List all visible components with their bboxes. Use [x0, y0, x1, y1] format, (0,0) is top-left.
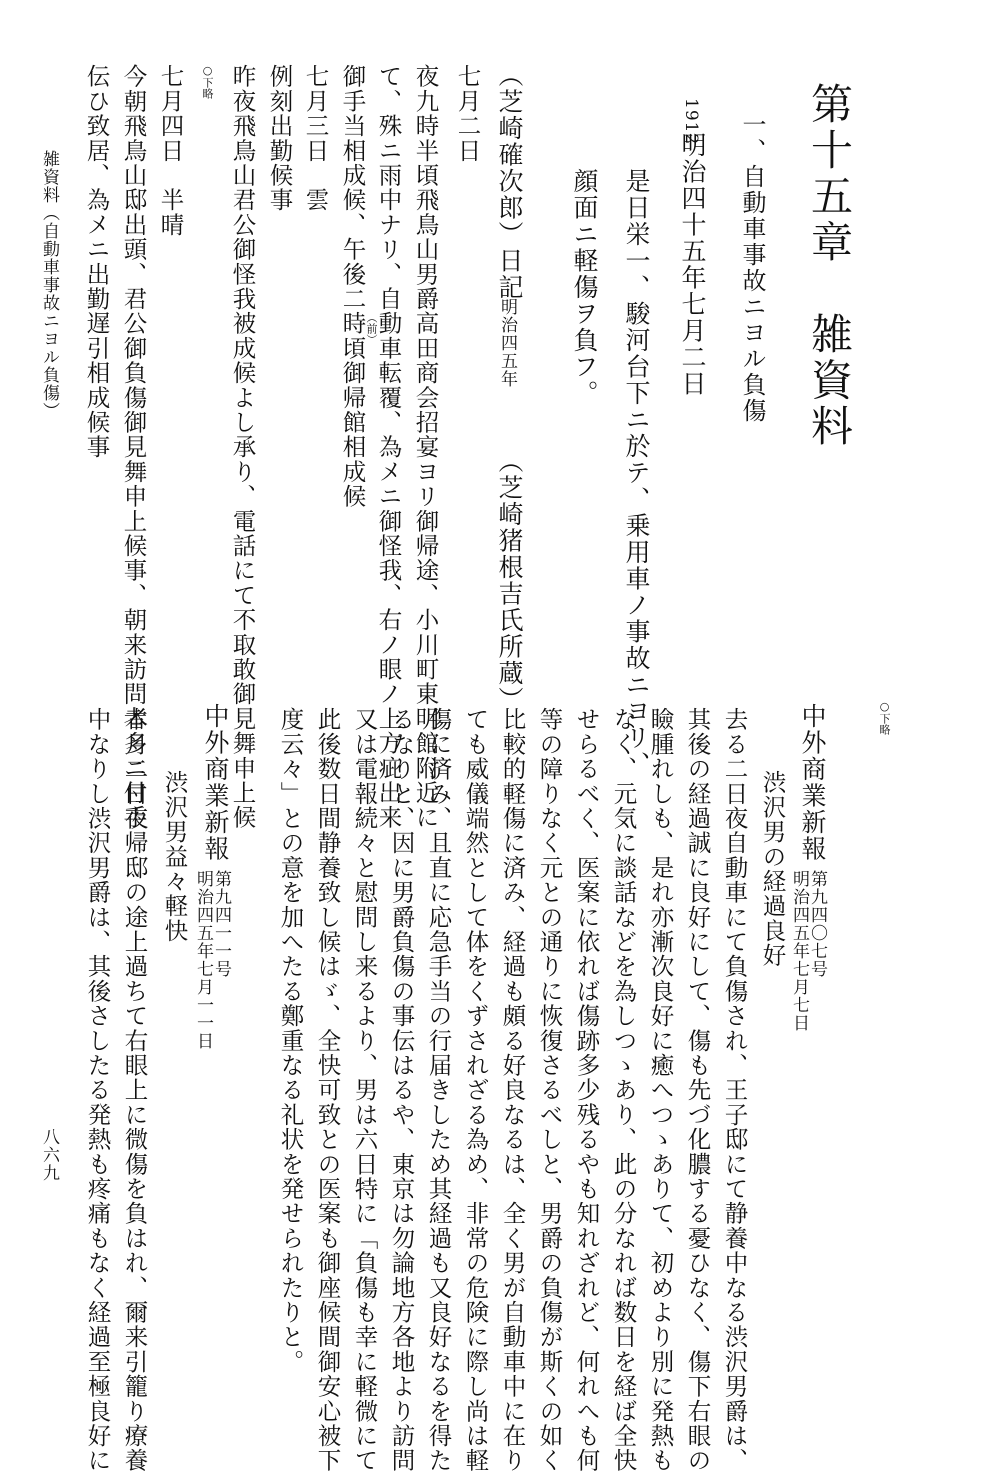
top-ellipsis: ○下略	[878, 700, 891, 735]
chapter-title: 第十五章 雑資料	[805, 82, 854, 450]
correction-mark: （前）	[365, 312, 378, 345]
article1-line: せらるべく、医案に依れば傷跡多少残るやも知れざれど、何れへも何	[572, 707, 601, 1473]
diary-line: 例刻出勤候事	[265, 64, 294, 213]
article2-date: 明治四五年七月一一日	[193, 870, 213, 1050]
article1-line: 傷に済み、且直に応急手当の行届きしため其経過も又良好なるを得た	[424, 707, 453, 1473]
diary-line: 昨夜飛鳥山君公御怪我被成候よし承り、電話にて不取敢御見舞申上候	[228, 64, 257, 830]
section-year: 1912	[681, 98, 701, 146]
article1-line: 又は電報続々と慰問し来るより、男は六日特に「負傷も幸に軽微にて	[350, 707, 379, 1473]
article1-line: 比較的軽傷に済み、経過も頗る好良なるは、全く男が自動車中に在り	[498, 707, 527, 1473]
diary-collection: （芝崎猪根吉氏所蔵）	[495, 448, 524, 713]
diary-line: 七月四日 半晴	[156, 64, 185, 237]
article1-line: 此後数日間静養致し候はゞ、全快可致との医案も御座候間御安心被下	[313, 707, 342, 1473]
article2-paper: 中外商業新報	[201, 703, 230, 862]
section-summary-1: 是日栄一、駿河台下ニ於テ、乗用車ノ事故ニヨリ、	[622, 168, 651, 778]
article1-line: るなりと、因に男爵負傷の事伝はるや、東京は勿論地方各地より訪問	[387, 707, 416, 1473]
article1-date: 明治四五年七月七日	[789, 870, 809, 1032]
diary-line: 夜九時半頃飛鳥山男爵高田商会招宴ヨリ御帰途、小川町東明館附近に	[411, 64, 440, 830]
article1-line: 去る二日夜自動車にて負傷され、王子邸にて静養中なる渋沢男爵は、	[720, 707, 749, 1473]
section-summary-2: 顔面ニ軽傷ヲ負フ。	[570, 168, 599, 407]
article1-line: 瞼腫れしも、是れ亦漸次良好に癒へつゝありて、初めより別に発熱も	[646, 707, 675, 1473]
diary-line: 七月三日 雲	[301, 64, 330, 213]
article1-paper: 中外商業新報	[798, 703, 827, 862]
diary-line: 七月二日	[453, 64, 482, 163]
diary-line: 今朝飛鳥山邸出頭、君公御負傷御見舞申上候事、朝来訪問者多ニ付手	[119, 64, 148, 830]
section-title: 一、自動車事故ニヨル負傷	[738, 112, 766, 424]
article1-line: 等の障りなく元との通りに恢復さるべしと、男爵の負傷が斯くの如く	[535, 707, 564, 1473]
diary-ellipsis: ○下略	[201, 64, 214, 99]
article2-line: 本月二日夜帰邸の途上過ちて右眼上に微傷を負はれ、爾来引籠り療養	[120, 707, 149, 1473]
article2-issue: 第九四一一号	[211, 870, 231, 978]
article1-line: 度云々」との意を加へたる鄭重なる礼状を発せられたりと。	[276, 707, 305, 1374]
article1-issue: 第九四〇七号	[807, 870, 827, 978]
diary-line: 御手当相成候、午後二時頃御帰館相成候	[338, 64, 367, 509]
diary-title: （芝崎確次郎）日記	[495, 62, 524, 301]
article2-headline: 渋沢男益々軽快	[160, 770, 189, 943]
page-number: 八六九	[39, 1128, 59, 1182]
article1-line: 其後の経過誠に良好にして、傷も先づ化膿する憂ひなく、傷下右眼の	[683, 707, 712, 1473]
article2-line: 中なりし渋沢男爵は、其後さしたる発熱も疼痛もなく経過至極良好に	[83, 707, 112, 1473]
diary-line: て、殊ニ雨中ナリ、自動車転覆、為メニ御怪我、右ノ眼ノ上方疵出来	[374, 64, 403, 830]
running-head: 雑資料（自動車事故ニヨル負傷）	[39, 150, 59, 420]
article1-line: なく、元気に談話などを為しつゝあり、此の分なれば数日を経ば全快	[609, 707, 638, 1473]
diary-line: 伝ひ致居、為メニ出勤遅引相成候事	[82, 64, 111, 460]
section-date: 明治四十五年七月二日	[678, 132, 707, 397]
diary-year: 明治四五年	[497, 298, 517, 388]
article1-headline: 渋沢男の経過良好	[758, 770, 787, 968]
article1-line: ても威儀端然として体をくずされざる為め、非常の危険に際し尚は軽	[461, 707, 490, 1473]
